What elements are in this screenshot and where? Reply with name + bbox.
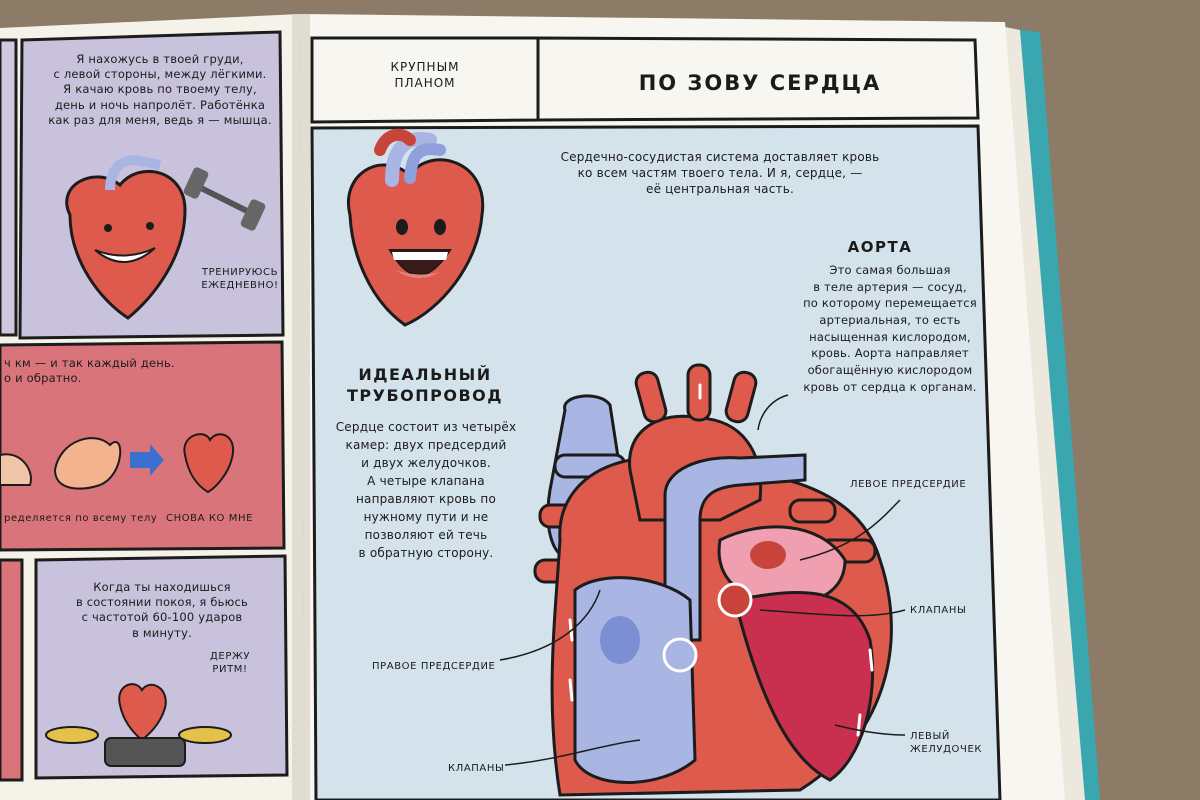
aorta-line: в теле артерия — сосуд, bbox=[813, 279, 967, 294]
panel1-line: Я нахожусь в твоей груди, bbox=[76, 52, 244, 66]
pipeline-line: и двух желудочков. bbox=[361, 456, 491, 470]
caption-line: РИТМ! bbox=[212, 664, 248, 676]
label-valves-bottom: КЛАПАНЫ bbox=[448, 763, 505, 774]
caption-line: ТРЕНИРУЮСЬ bbox=[201, 267, 279, 278]
aorta-line: артериальная, то есть bbox=[819, 313, 961, 328]
panel3-text bbox=[44, 580, 280, 641]
pipeline-line: А четыре клапана bbox=[367, 474, 485, 488]
panel3-line: в минуту. bbox=[132, 625, 192, 640]
intro-line: ко всем частям твоего тела. И я, сердце, — bbox=[577, 165, 863, 180]
aorta-line: Это самая большая bbox=[829, 263, 951, 277]
intro-line: её центральная часть. bbox=[645, 181, 795, 196]
panel1-caption bbox=[200, 266, 280, 292]
panel3-line: в состоянии покоя, я бьюсь bbox=[75, 595, 249, 610]
aorta-text bbox=[770, 262, 1010, 395]
pipeline-line: в обратную сторону. bbox=[358, 546, 494, 560]
pipeline-heading bbox=[330, 365, 520, 407]
pipeline-line: направляют кровь по bbox=[355, 492, 497, 506]
panel1-text bbox=[40, 52, 280, 128]
panel1-line: день и ночь напролёт. Работёнка bbox=[54, 97, 266, 112]
header-label-line: КРУПНЫМ bbox=[390, 60, 460, 74]
page-title: ПО ЗОВУ СЕРДЦА bbox=[638, 71, 882, 95]
aorta-line: кровь от сердца к органам. bbox=[803, 379, 977, 394]
panel1-line: с левой стороны, между лёгкими. bbox=[53, 67, 267, 82]
aorta-heading: АОРТА bbox=[847, 238, 913, 256]
header-section-label bbox=[330, 60, 520, 92]
pipeline-line: Сердце состоит из четырёх bbox=[335, 420, 517, 434]
intro-line: Сердечно-сосудистая система доставляет кровь bbox=[560, 150, 880, 164]
label-right-atrium: ПРАВОЕ ПРЕДСЕРДИЕ bbox=[372, 661, 496, 672]
panel1-line: как раз для меня, ведь я — мышца. bbox=[48, 112, 272, 127]
pipeline-heading-line: ИДЕАЛЬНЫЙ bbox=[358, 365, 492, 384]
label-valves-right: КЛАПАНЫ bbox=[910, 605, 967, 616]
pipeline-line: позволяют ей течь bbox=[364, 528, 488, 542]
pipeline-line: нужному пути и не bbox=[363, 510, 489, 524]
panel1-line: Я качаю кровь по твоему телу, bbox=[63, 82, 257, 97]
aorta-line: насыщенная кислородом, bbox=[809, 329, 971, 344]
panel2-line: ч км — и так каждый день. bbox=[4, 356, 175, 370]
header-label-line: ПЛАНОМ bbox=[394, 75, 456, 90]
pipeline-heading-line: ТРУБОПРОВОД bbox=[346, 385, 504, 405]
aorta-line: по которому перемещается bbox=[803, 296, 977, 311]
label-left-atrium: ЛЕВОЕ ПРЕДСЕРДИЕ bbox=[850, 479, 967, 490]
intro-text bbox=[520, 150, 920, 197]
caption-line: ЕЖЕДНЕВНО! bbox=[201, 280, 279, 292]
panel2-caption-left: ределяется по всему телу bbox=[4, 513, 158, 524]
aorta-line: обогащённую кислородом bbox=[807, 363, 973, 378]
aorta-line: кровь. Аорта направляет bbox=[811, 346, 969, 361]
panel2-line: о и обратно. bbox=[4, 371, 82, 386]
caption-line: ДЕРЖУ bbox=[209, 651, 251, 662]
panel2-caption-right: СНОВА КО МНЕ bbox=[166, 513, 254, 524]
panel3-line: Когда ты находишься bbox=[93, 580, 231, 594]
label-left-ventricle: ЛЕВЫЙ ЖЕЛУДОЧЕК bbox=[910, 731, 983, 756]
panel2-text bbox=[4, 356, 274, 386]
pipeline-text bbox=[316, 418, 536, 562]
panel3-line: с частотой 60-100 ударов bbox=[81, 610, 243, 625]
panel3-caption bbox=[200, 650, 260, 676]
pipeline-line: камер: двух предсердий bbox=[345, 438, 507, 452]
